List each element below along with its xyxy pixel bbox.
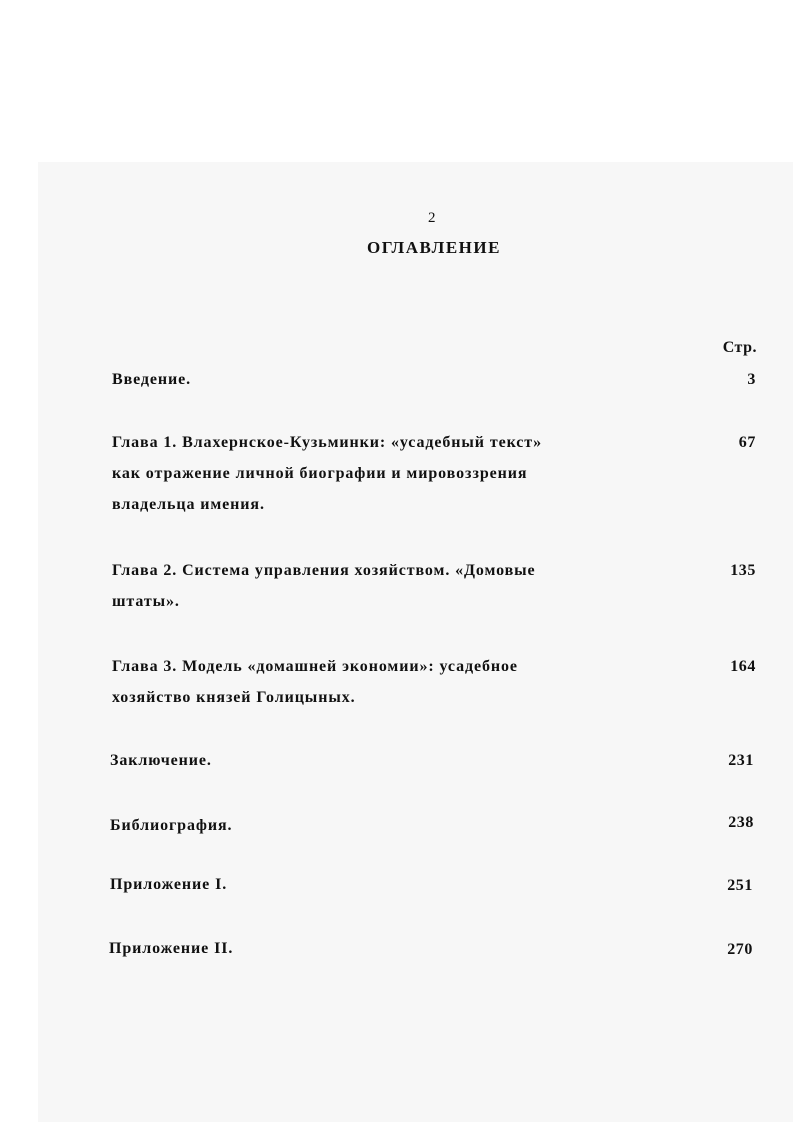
toc-page-chapter-2: 135 (730, 562, 756, 579)
toc-entry-line: Глава 1. Влахернское-Кузьминки: «усадебный текст» (112, 434, 542, 451)
toc-entry-chapter-2 (112, 555, 536, 617)
toc-entry-line: Приложение I. (110, 876, 228, 893)
toc-page-introduction: 3 (747, 371, 756, 388)
toc-entry-chapter-1 (112, 427, 542, 520)
toc-entry-conclusion (110, 745, 212, 776)
toc-entry-line: Заключение. (110, 752, 212, 769)
toc-entry-line: Глава 3. Модель «домашней экономии»: усадебное (112, 658, 518, 675)
toc-entry-introduction (112, 364, 191, 395)
toc-page-bibliography: 238 (728, 814, 754, 831)
toc-entry-line: Глава 2. Система управления хозяйством. «Домовые (112, 562, 536, 579)
toc-page-appendix-2: 270 (727, 941, 753, 958)
toc-entry-line: хозяйство князей Голицыных. (112, 689, 356, 706)
toc-entry-chapter-3 (112, 651, 518, 713)
toc-entry-appendix-2 (109, 933, 233, 964)
toc-page-conclusion: 231 (728, 752, 754, 769)
pages-column-header: Стр. (722, 339, 757, 356)
page-number: 2 (428, 210, 436, 226)
toc-entry-line: Введение. (112, 371, 192, 388)
toc-entry-line: как отражение личной биографии и мировоззрения (112, 465, 528, 482)
toc-title: ОГЛАВЛЕНИЕ (367, 238, 501, 257)
toc-entry-bibliography (110, 810, 232, 841)
toc-entry-line: владельца имения. (112, 496, 265, 513)
toc-entry-line: штаты». (112, 593, 180, 610)
toc-page-appendix-1: 251 (727, 877, 753, 894)
toc-entry-appendix-1 (110, 869, 227, 900)
toc-page-chapter-3: 164 (730, 658, 756, 675)
toc-entry-line: Приложение II. (109, 940, 234, 957)
toc-entry-line: Библиография. (110, 817, 233, 834)
toc-page-chapter-1: 67 (738, 434, 756, 451)
scanned-page-area (38, 162, 793, 1122)
